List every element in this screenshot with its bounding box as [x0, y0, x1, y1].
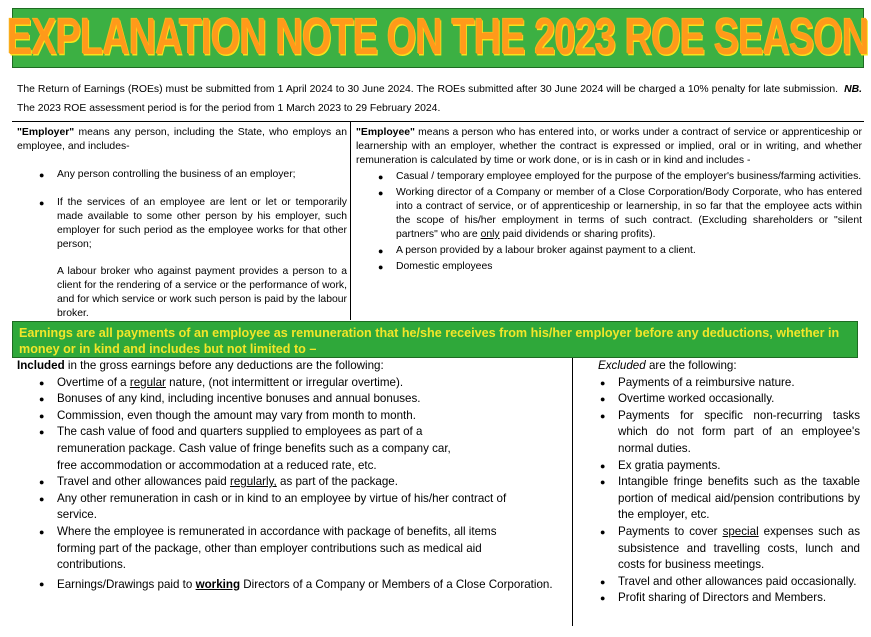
bullet-icon: ●	[600, 593, 606, 604]
bullet-icon: ●	[39, 170, 45, 180]
title-banner	[7, 8, 869, 68]
employer-intro	[17, 126, 347, 154]
excluded-label: Excluded	[598, 359, 646, 372]
included-item-1-tail: nature, (not intermittent or irregular overtime).	[169, 375, 404, 389]
employee-text: means a person who has entered into, or works under a contract of service or apprenticeship or learnership with an employer, whether the contract is expressed or implied, oral or in writing, and whether remuneration is calculated by time or work done, or is in cash or in kind and includes -	[356, 127, 863, 166]
included-item-1-underlined: regular	[129, 375, 166, 389]
excluded-item-4: Ex gratia payments.	[618, 458, 721, 472]
included-section	[17, 358, 567, 595]
list-item	[600, 375, 860, 392]
list-item	[378, 244, 862, 258]
list-item	[600, 458, 860, 475]
bullet-icon: ●	[378, 262, 384, 272]
employer-term: "Employer"	[17, 127, 75, 138]
list-item	[600, 590, 860, 607]
list-item	[600, 408, 860, 458]
excluded-section	[598, 358, 860, 607]
included-item-6: Any other remuneration in cash or in kind to an employee by virtue of his/her contract of service.	[57, 491, 507, 522]
employee-item-2: Working director of a Company or member of a Close Corporation/Body Corporate, who has entered into a contract of service, or of apprenticeship or learnership, in so far that the employee acts within the scope of his/her employment in terms of such contract. (Excluding shareholders or "silent partners" who are	[396, 187, 862, 240]
excluded-item-6-tail: expenses such as subsistence and travelling costs, lunch and costs for business meetings.	[618, 524, 860, 572]
list-item	[600, 474, 860, 524]
included-item-1: Overtime of a	[57, 375, 127, 389]
list-item	[39, 491, 567, 524]
included-heading-text: in the gross earnings before any deductions are the following:	[67, 359, 384, 372]
list-item	[378, 170, 862, 184]
included-item-3: Commission, even though the amount may vary from month to month.	[57, 408, 416, 422]
list-item	[39, 524, 567, 574]
excluded-item-8: Profit sharing of Directors and Members.	[618, 591, 827, 605]
bullet-icon: ●	[600, 477, 606, 488]
excluded-item-2: Overtime worked occasionally.	[618, 392, 775, 406]
employer-item-2: If the services of an employee are lent or let or temporarily made available to some other person by his employer, such employer for such period as the employee works for that other person;	[57, 197, 347, 250]
bullet-icon: ●	[378, 246, 384, 256]
bullet-icon: ●	[39, 477, 45, 488]
employee-definition	[356, 126, 862, 274]
nb-label: NB.	[844, 84, 862, 95]
included-item-2: Bonuses of any kind, including incentive bonuses and annual bonuses.	[57, 392, 421, 406]
bullet-icon: ●	[600, 377, 606, 388]
employee-item-4: Domestic employees	[396, 261, 493, 272]
bullet-icon: ●	[600, 410, 606, 421]
employer-item-1: Any person controlling the business of an employer;	[57, 169, 296, 180]
intro-paragraph	[17, 80, 862, 118]
page-title: EXPLANATION NOTE ON THE 2023 ROE SEASON	[7, 9, 869, 66]
included-item-5-underlined: regularly,	[229, 475, 277, 489]
employee-item-2-tail: paid dividends or sharing profits).	[502, 229, 656, 240]
list-item	[39, 375, 567, 392]
bullet-icon: ●	[39, 526, 45, 537]
bullet-icon: ●	[600, 526, 606, 537]
list-item	[39, 424, 567, 474]
employee-term: "Employee"	[356, 127, 415, 138]
section-divider	[12, 121, 864, 122]
column-divider	[350, 122, 351, 320]
employee-item-3: A person provided by a labour broker against payment to a client.	[396, 245, 696, 256]
bullet-icon: ●	[378, 172, 384, 182]
bullet-icon: ●	[600, 576, 606, 587]
list-item	[39, 474, 567, 491]
list-item	[600, 391, 860, 408]
employer-text: means any person, including the State, who employs an employee, and includes-	[17, 127, 347, 152]
list-item	[39, 408, 567, 425]
earnings-banner: Earnings are all payments of an employee as remuneration that he/she receives from his/her employer before any deductions, whether in money or in kind and includes but not limited to –	[12, 321, 858, 358]
included-item-4: The cash value of food and quarters supplied to employees as part of a remuneration package. Cash value of fringe benefits such as a company car, free accommodation or accommodation at a reduced rate, etc.	[57, 425, 451, 472]
employer-extra: A labour broker who against payment provides a person to a client for the rendering of a service or the performance of work, and for which service or work such person is paid by the labour broker.	[57, 266, 347, 319]
intro-text: The Return of Earnings (ROEs) must be submitted from 1 April 2024 to 30 June 2024. The ROEs submitted after 30 June 2024 will be charged a 10% penalty for late submission.	[17, 84, 839, 95]
excluded-item-6: Payments to cover	[618, 524, 718, 538]
included-label: Included	[17, 359, 65, 372]
excluded-item-6-underlined: special	[722, 524, 759, 538]
bullet-icon: ●	[39, 198, 45, 208]
bullet-icon: ●	[39, 578, 45, 589]
employer-definition	[17, 126, 347, 321]
included-item-8-underlined: working	[195, 577, 241, 591]
excluded-heading-text: are the following:	[648, 359, 737, 372]
excluded-heading	[598, 358, 860, 375]
excluded-item-1: Payments of a reimbursive nature.	[618, 375, 795, 389]
bullet-icon: ●	[378, 188, 384, 198]
list-item	[600, 524, 860, 574]
column-divider	[572, 358, 573, 626]
included-item-7: Where the employee is remunerated in accordance with package of benefits, all items forming part of the package, other than employer contributions such as medical aid contributions.	[57, 524, 497, 572]
bullet-icon: ●	[600, 394, 606, 405]
employer-list	[39, 168, 347, 252]
list-item	[39, 574, 567, 595]
excluded-list	[600, 375, 860, 607]
list-item	[378, 260, 862, 274]
included-list	[39, 375, 567, 595]
employee-list	[378, 170, 862, 274]
bullet-icon: ●	[600, 460, 606, 471]
employee-item-1: Casual / temporary employee employed for the purpose of the employer's business/farming activities.	[396, 171, 862, 182]
list-item	[39, 196, 347, 252]
excluded-item-5: Intangible fringe benefits such as the taxable portion of medical aid/pension contributions by the employer, etc.	[618, 475, 860, 522]
bullet-icon: ●	[39, 410, 45, 421]
list-item	[39, 168, 347, 182]
excluded-item-7: Travel and other allowances paid occasionally.	[618, 574, 857, 588]
list-item	[39, 391, 567, 408]
nb-text: The 2023 ROE assessment period is for the period from 1 March 2023 to 29 February 2024.	[17, 103, 441, 114]
excluded-item-3: Payments for specific non-recurring tasks which do not form part of an employee's normal duties.	[618, 408, 860, 455]
included-item-5-tail: as part of the package.	[280, 475, 398, 489]
employee-intro	[356, 126, 862, 168]
list-item	[378, 186, 862, 242]
included-item-5: Travel and other allowances paid	[57, 475, 227, 489]
included-heading	[17, 358, 567, 375]
bullet-icon: ●	[39, 394, 45, 405]
bullet-icon: ●	[39, 493, 45, 504]
employee-item-2-only: only	[480, 229, 500, 240]
included-item-8-tail: Directors of a Company or Members of a Close Corporation.	[243, 577, 553, 591]
list-item	[600, 574, 860, 591]
bullet-icon: ●	[39, 377, 45, 388]
included-item-8: Earnings/Drawings paid to	[57, 577, 193, 591]
bullet-icon: ●	[39, 427, 45, 438]
